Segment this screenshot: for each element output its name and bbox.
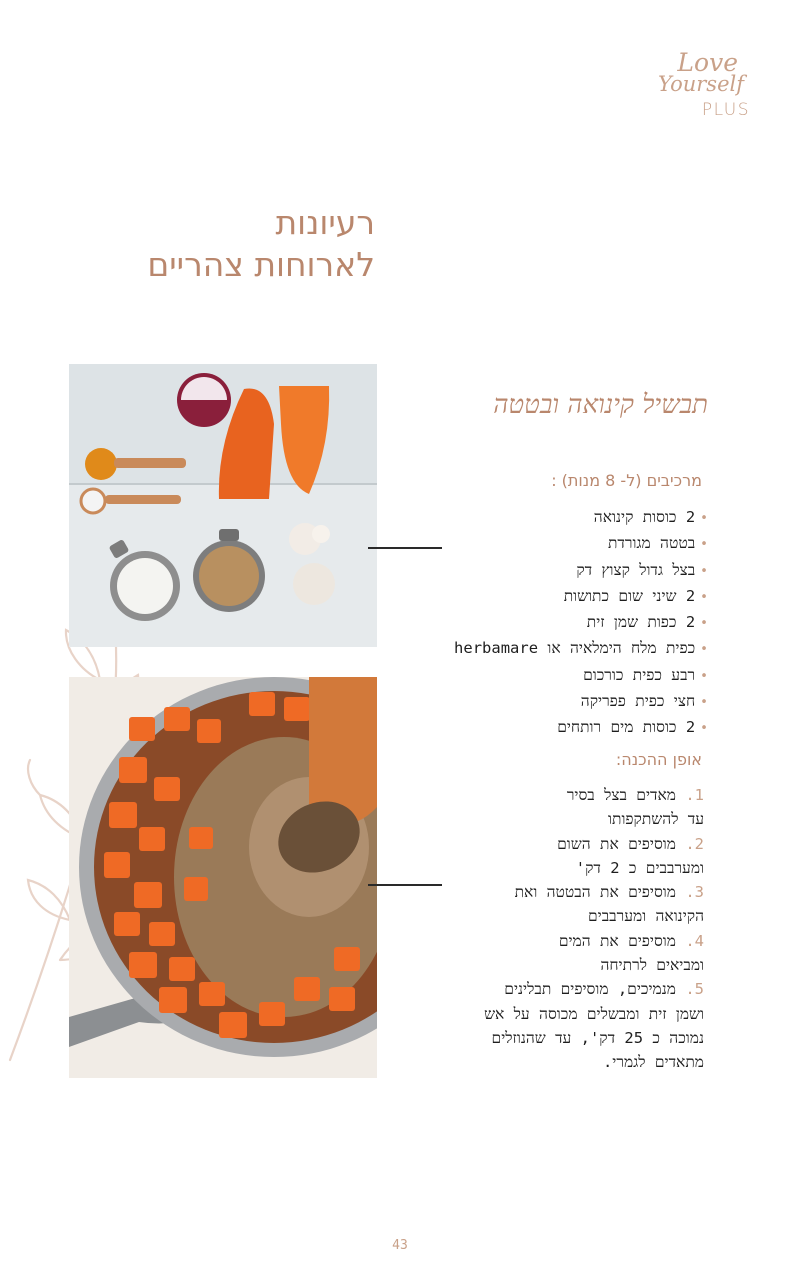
ingredient-item: •בטטה מגורדת — [607, 534, 708, 553]
ingredient-item: •חצי כפית פפריקה — [580, 692, 708, 711]
cooking-illustration — [69, 677, 377, 1078]
step-line: הקינואה ומערבבים — [587, 907, 704, 926]
step-line: עד להשתקפותו — [608, 810, 704, 829]
bullet-icon: • — [700, 668, 708, 684]
logo-text-yourself: Yourself — [658, 72, 744, 96]
step-line: נמוכה כ 25 דק', עד שהנוזלים — [491, 1028, 704, 1047]
step-line: 1. מאדים בצל בסיר — [566, 786, 704, 804]
bullet-icon: • — [700, 589, 708, 605]
logo-text-plus: PLUS — [701, 100, 750, 120]
bullet-icon: • — [700, 537, 708, 553]
ingredient-item: •2 כוסות קינואה — [593, 508, 708, 526]
step-line: מתאדים לגמרי. — [602, 1053, 704, 1072]
step-number: 1. — [685, 786, 704, 804]
bullet-icon: • — [700, 642, 708, 658]
bullet-icon: • — [700, 511, 708, 526]
method-connector-line — [368, 884, 442, 886]
bullet-icon: • — [700, 695, 708, 711]
ingredients-list — [378, 505, 708, 742]
brand-logo — [652, 48, 752, 128]
step-line: ומביאים לרתיחה — [600, 956, 704, 975]
page-number: 43 — [392, 1238, 408, 1253]
bullet-icon: • — [700, 563, 708, 579]
step-number: 2. — [685, 834, 704, 853]
method-heading: אופן ההכנה: — [615, 750, 702, 769]
step-line: 5. מנמיכים, מוסיפים תבלינים — [504, 980, 704, 999]
method-steps — [434, 783, 704, 1075]
ingredients-illustration — [69, 364, 377, 647]
step-line: ושמן זית ומבשלים מכוסה על אש — [484, 1004, 704, 1023]
bullet-icon: • — [700, 616, 708, 632]
ingredient-item: •בצל גדול קצוץ דק — [576, 560, 708, 579]
recipe-title: תבשיל קינואה ובטטה — [493, 390, 708, 420]
ingredient-item: •2 כפות שמן זית — [586, 613, 708, 632]
step-number: 4. — [685, 931, 704, 950]
cooking-photo — [69, 677, 377, 1078]
ingredient-item: •2 כוסות מים רותחים — [557, 718, 708, 737]
step-line: 4. מוסיפים את המים — [558, 931, 704, 950]
ingredient-item: •רבע כפית כורכום — [583, 665, 708, 684]
ingredient-item: •כפית מלח הימלאיה או herbamare — [454, 639, 708, 658]
step-line: 3. מוסיפים את הבטטה ואת — [514, 883, 704, 902]
ingredient-item: •2 שיני שום כתושות — [563, 586, 708, 605]
ingredients-photo — [69, 364, 377, 647]
logo-text-love: Love — [677, 48, 738, 77]
step-line: ומערבבים כ 2 דק' — [575, 858, 704, 877]
step-line: 2. מוסיפים את השום — [557, 834, 704, 853]
page-title — [147, 202, 375, 286]
step-number: 3. — [685, 883, 704, 902]
page-title-line-2: לארוחות צהריים — [147, 245, 375, 284]
ingredients-heading: מרכיבים (ל- 8 מנות) : — [551, 471, 702, 490]
step-number: 5. — [685, 980, 704, 999]
bullet-icon: • — [700, 721, 708, 737]
page-title-line-1: רעיונות — [275, 203, 375, 242]
